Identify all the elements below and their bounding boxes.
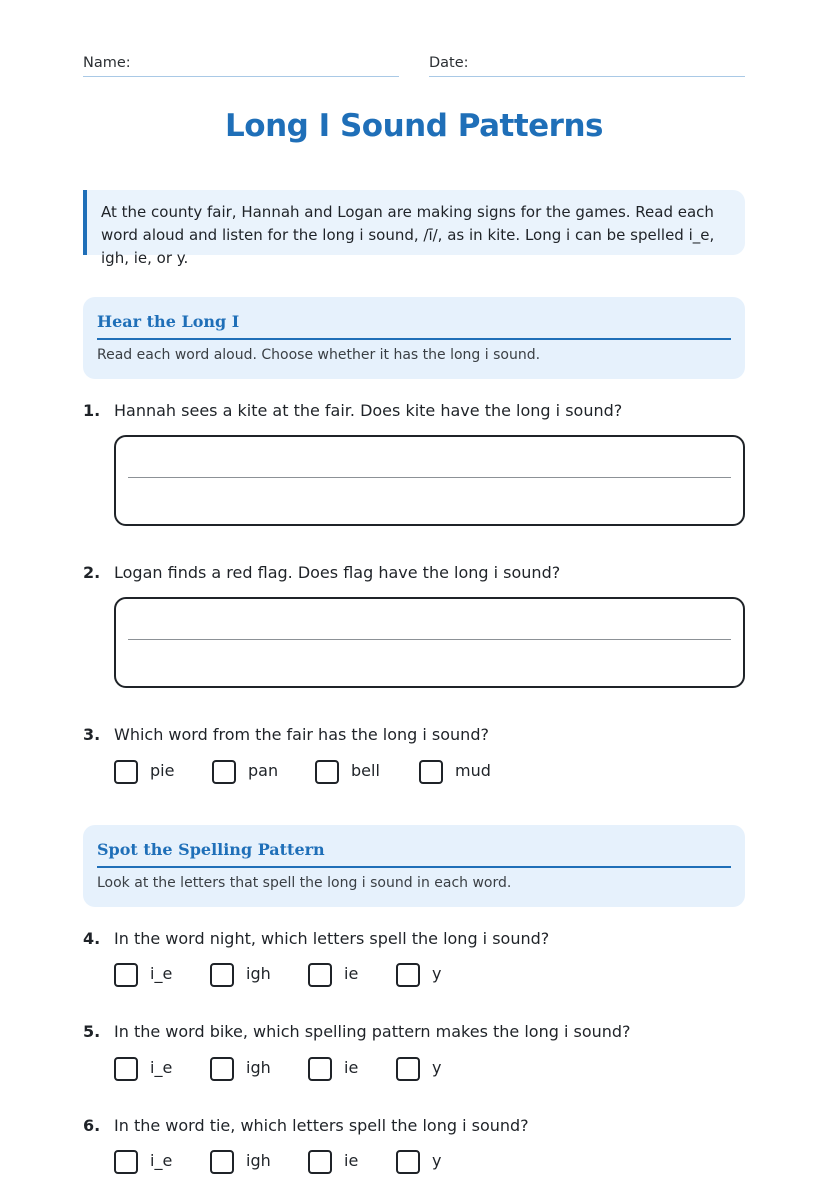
- section-title: Spot the Spelling Pattern: [97, 839, 731, 868]
- checkbox-icon[interactable]: [212, 760, 236, 784]
- option-label: i_e: [150, 1151, 173, 1170]
- option-label: y: [432, 964, 442, 983]
- answer-box-1[interactable]: [114, 435, 745, 526]
- checkbox-icon[interactable]: [308, 1057, 332, 1081]
- option-label: igh: [246, 1151, 271, 1170]
- intro-callout: At the county fair, Hannah and Logan are making signs for the games. Read each word aloud and listen for the long i sound, /ī/, as in kite. Long i can be spelled i_e, igh, ie, or y.: [83, 190, 745, 255]
- answer-box-2[interactable]: [114, 597, 745, 688]
- question-number: 1.: [83, 401, 101, 420]
- option-label: ie: [344, 964, 359, 983]
- question-text: Which word from the fair has the long i sound?: [114, 725, 489, 744]
- date-field[interactable]: [429, 52, 745, 77]
- option-label: pan: [248, 761, 279, 780]
- section-title: Hear the Long I: [97, 311, 731, 340]
- question-text: In the word bike, which spelling pattern makes the long i sound?: [114, 1022, 631, 1041]
- name-label: Name:: [83, 55, 131, 71]
- checkbox-icon[interactable]: [210, 963, 234, 987]
- checkbox-icon[interactable]: [210, 1150, 234, 1174]
- section-description: Read each word aloud. Choose whether it has the long i sound.: [97, 347, 541, 363]
- question-number: 5.: [83, 1022, 101, 1041]
- option-label: ie: [344, 1151, 359, 1170]
- checkbox-icon[interactable]: [308, 963, 332, 987]
- checkbox-icon[interactable]: [114, 760, 138, 784]
- answer-line: [128, 639, 731, 640]
- question-text: Hannah sees a kite at the fair. Does kite have the long i sound?: [114, 401, 623, 420]
- checkbox-icon[interactable]: [396, 963, 420, 987]
- option-label: igh: [246, 1058, 271, 1077]
- option-label: bell: [351, 761, 380, 780]
- checkbox-icon[interactable]: [114, 1150, 138, 1174]
- date-label: Date:: [429, 55, 469, 71]
- header-fields: [83, 52, 745, 78]
- name-field[interactable]: [83, 52, 399, 77]
- option-label: y: [432, 1151, 442, 1170]
- section-spot-the-spelling-pattern: [83, 825, 745, 907]
- option-label: igh: [246, 964, 271, 983]
- checkbox-icon[interactable]: [396, 1057, 420, 1081]
- page-title: Long I Sound Patterns: [225, 108, 603, 144]
- option-label: y: [432, 1058, 442, 1077]
- checkbox-icon[interactable]: [315, 760, 339, 784]
- checkbox-icon[interactable]: [114, 963, 138, 987]
- question-text: In the word night, which letters spell the long i sound?: [114, 929, 550, 948]
- checkbox-icon[interactable]: [210, 1057, 234, 1081]
- option-label: i_e: [150, 1058, 173, 1077]
- question-text: Logan finds a red flag. Does flag have the long i sound?: [114, 563, 561, 582]
- question-number: 6.: [83, 1116, 101, 1135]
- checkbox-icon[interactable]: [396, 1150, 420, 1174]
- checkbox-icon[interactable]: [419, 760, 443, 784]
- answer-line: [128, 477, 731, 478]
- option-label: mud: [455, 761, 491, 780]
- option-label: i_e: [150, 964, 173, 983]
- option-label: pie: [150, 761, 175, 780]
- section-hear-the-long-i: [83, 297, 745, 379]
- checkbox-icon[interactable]: [114, 1057, 138, 1081]
- section-description: Look at the letters that spell the long i sound in each word.: [97, 875, 512, 891]
- checkbox-icon[interactable]: [308, 1150, 332, 1174]
- question-number: 4.: [83, 929, 101, 948]
- question-number: 3.: [83, 725, 101, 744]
- option-label: ie: [344, 1058, 359, 1077]
- question-number: 2.: [83, 563, 101, 582]
- question-text: In the word tie, which letters spell the long i sound?: [114, 1116, 529, 1135]
